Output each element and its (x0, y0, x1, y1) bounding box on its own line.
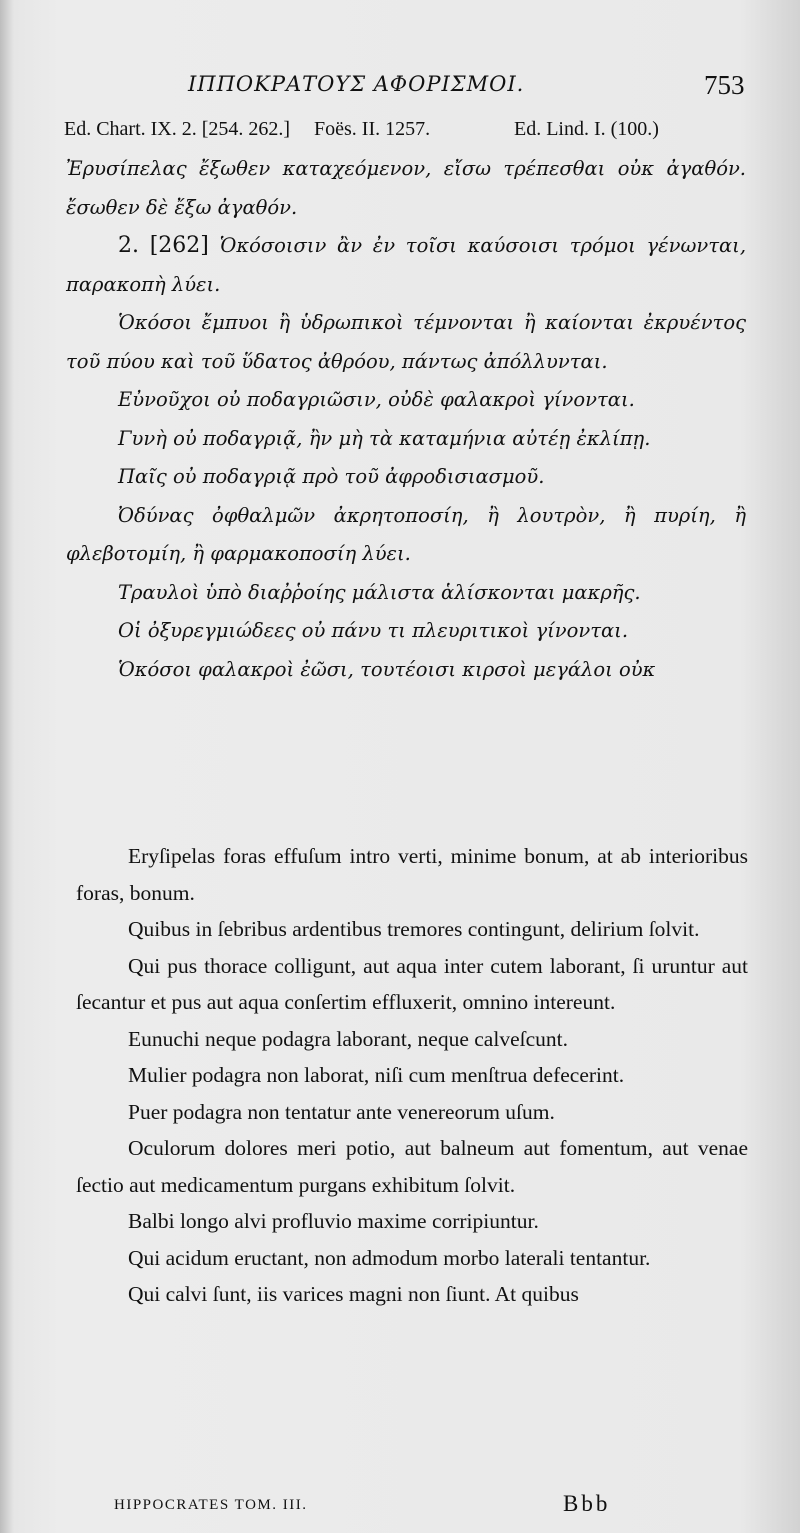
greek-paragraph-text: Ὁκόσοισιν ἂν ἐν τοῖσι καύσοισι τρόμοι γένωνται, παρακοπὴ λύει. (66, 234, 747, 296)
latin-paragraph: Qui calvi ſunt, iis varices magni non ſiunt. At quibus (128, 1282, 579, 1306)
edition-lind-ref: Ed. Lind. I. (100.) (514, 118, 659, 140)
page-reference: [262] (149, 233, 209, 258)
edition-chart-ref: Ed. Chart. IX. 2. [254. 262.] (64, 118, 291, 140)
latin-paragraph: Eryſipelas foras effuſum intro verti, minime bonum, at ab interioribus foras, bonum. (76, 844, 748, 905)
greek-paragraph: Τραυλοὶ ὑπὸ διαῤῥοίης μάλιστα ἁλίσκονται μακρῆς. (118, 580, 641, 604)
latin-paragraph: Oculorum dolores meri potio, aut balneum aut fomentum, aut venae ſectio aut medicamentum purgans exhibitum ſolvit. (76, 1136, 748, 1197)
footer-title: HIPPOCRATES TOM. III. (114, 1497, 308, 1513)
greek-paragraph: Ὁκόσοι φαλακροὶ ἐῶσι, τουτέοισι κιρσοὶ μεγάλοι οὐκ (118, 657, 656, 681)
latin-paragraph: Puer podagra non tentatur ante venereorum uſum. (128, 1099, 555, 1124)
latin-text-block (76, 838, 748, 1313)
latin-paragraph: Mulier podagra non laborat, niſi cum menſtrua defecerint. (128, 1063, 625, 1087)
greek-paragraph: Γυνὴ οὐ ποδαγριᾷ, ἢν μὴ τὰ καταμήνια αὐτέῃ ἐκλίπῃ. (118, 426, 651, 450)
page-footer (0, 1491, 800, 1527)
signature-mark: Bbb (563, 1491, 611, 1516)
edition-foes-ref: Foës. II. 1257. (314, 118, 431, 140)
greek-paragraph: Παῖς οὐ ποδαγριᾷ πρὸ τοῦ ἀφροδισιασμοῦ. (118, 465, 545, 488)
greek-paragraph: Εὐνοῦχοι οὐ ποδαγριῶσιν, οὐδὲ φαλακροὶ γίνονται. (118, 388, 635, 411)
greek-paragraph: Ὁκόσοι ἔμπυοι ἢ ὑδρωπικοὶ τέμνονται ἢ καίονται ἐκρυέντος τοῦ πύου καὶ τοῦ ὕδατος ἀθρόου, πάντως ἀπόλλυνται. (66, 311, 746, 373)
greek-paragraph (66, 227, 746, 304)
greek-paragraph: Ἐρυσίπελας ἔξωθεν καταχεόμενον, εἴσω τρέπεσθαι οὐκ ἀγαθόν. ἔσωθεν δὲ ἔξω ἀγαθόν. (66, 157, 746, 219)
page-header (0, 70, 800, 110)
greek-paragraph: Οἱ ὀξυρεγμιώδεες οὐ πάνυ τι πλευριτικοὶ γίνονται. (118, 619, 629, 642)
greek-paragraph: Ὀδύνας ὀφθαλμῶν ἀκρητοποσίη, ἢ λουτρὸν, ἢ πυρίη, ἢ φλεβοτομίη, ἢ φαρμακοποσίη λύει. (66, 503, 746, 565)
aphorism-number: 2. (118, 233, 139, 258)
page-number: 753 (704, 70, 745, 100)
latin-paragraph: Balbi longo alvi profluvio maxime corripiuntur. (128, 1209, 539, 1233)
latin-paragraph: Qui acidum eructant, non admodum morbo laterali tentantur. (128, 1245, 651, 1270)
latin-paragraph: Qui pus thorace colligunt, aut aqua inter cutem laborant, ſi uruntur aut ſecantur et pus aut aqua conſertim effluxerit, omnino intereunt. (76, 953, 748, 1014)
latin-paragraph: Eunuchi neque podagra laborant, neque calveſcunt. (128, 1026, 568, 1051)
latin-paragraph: Quibus in ſebribus ardentibus tremores contingunt, delirium ſolvit. (128, 917, 700, 941)
running-title: ΙΠΠΟΚΡΑΤΟΥΣ ΑΦΟΡΙΣΜΟΙ. (188, 72, 525, 96)
greek-text-block (66, 150, 746, 689)
